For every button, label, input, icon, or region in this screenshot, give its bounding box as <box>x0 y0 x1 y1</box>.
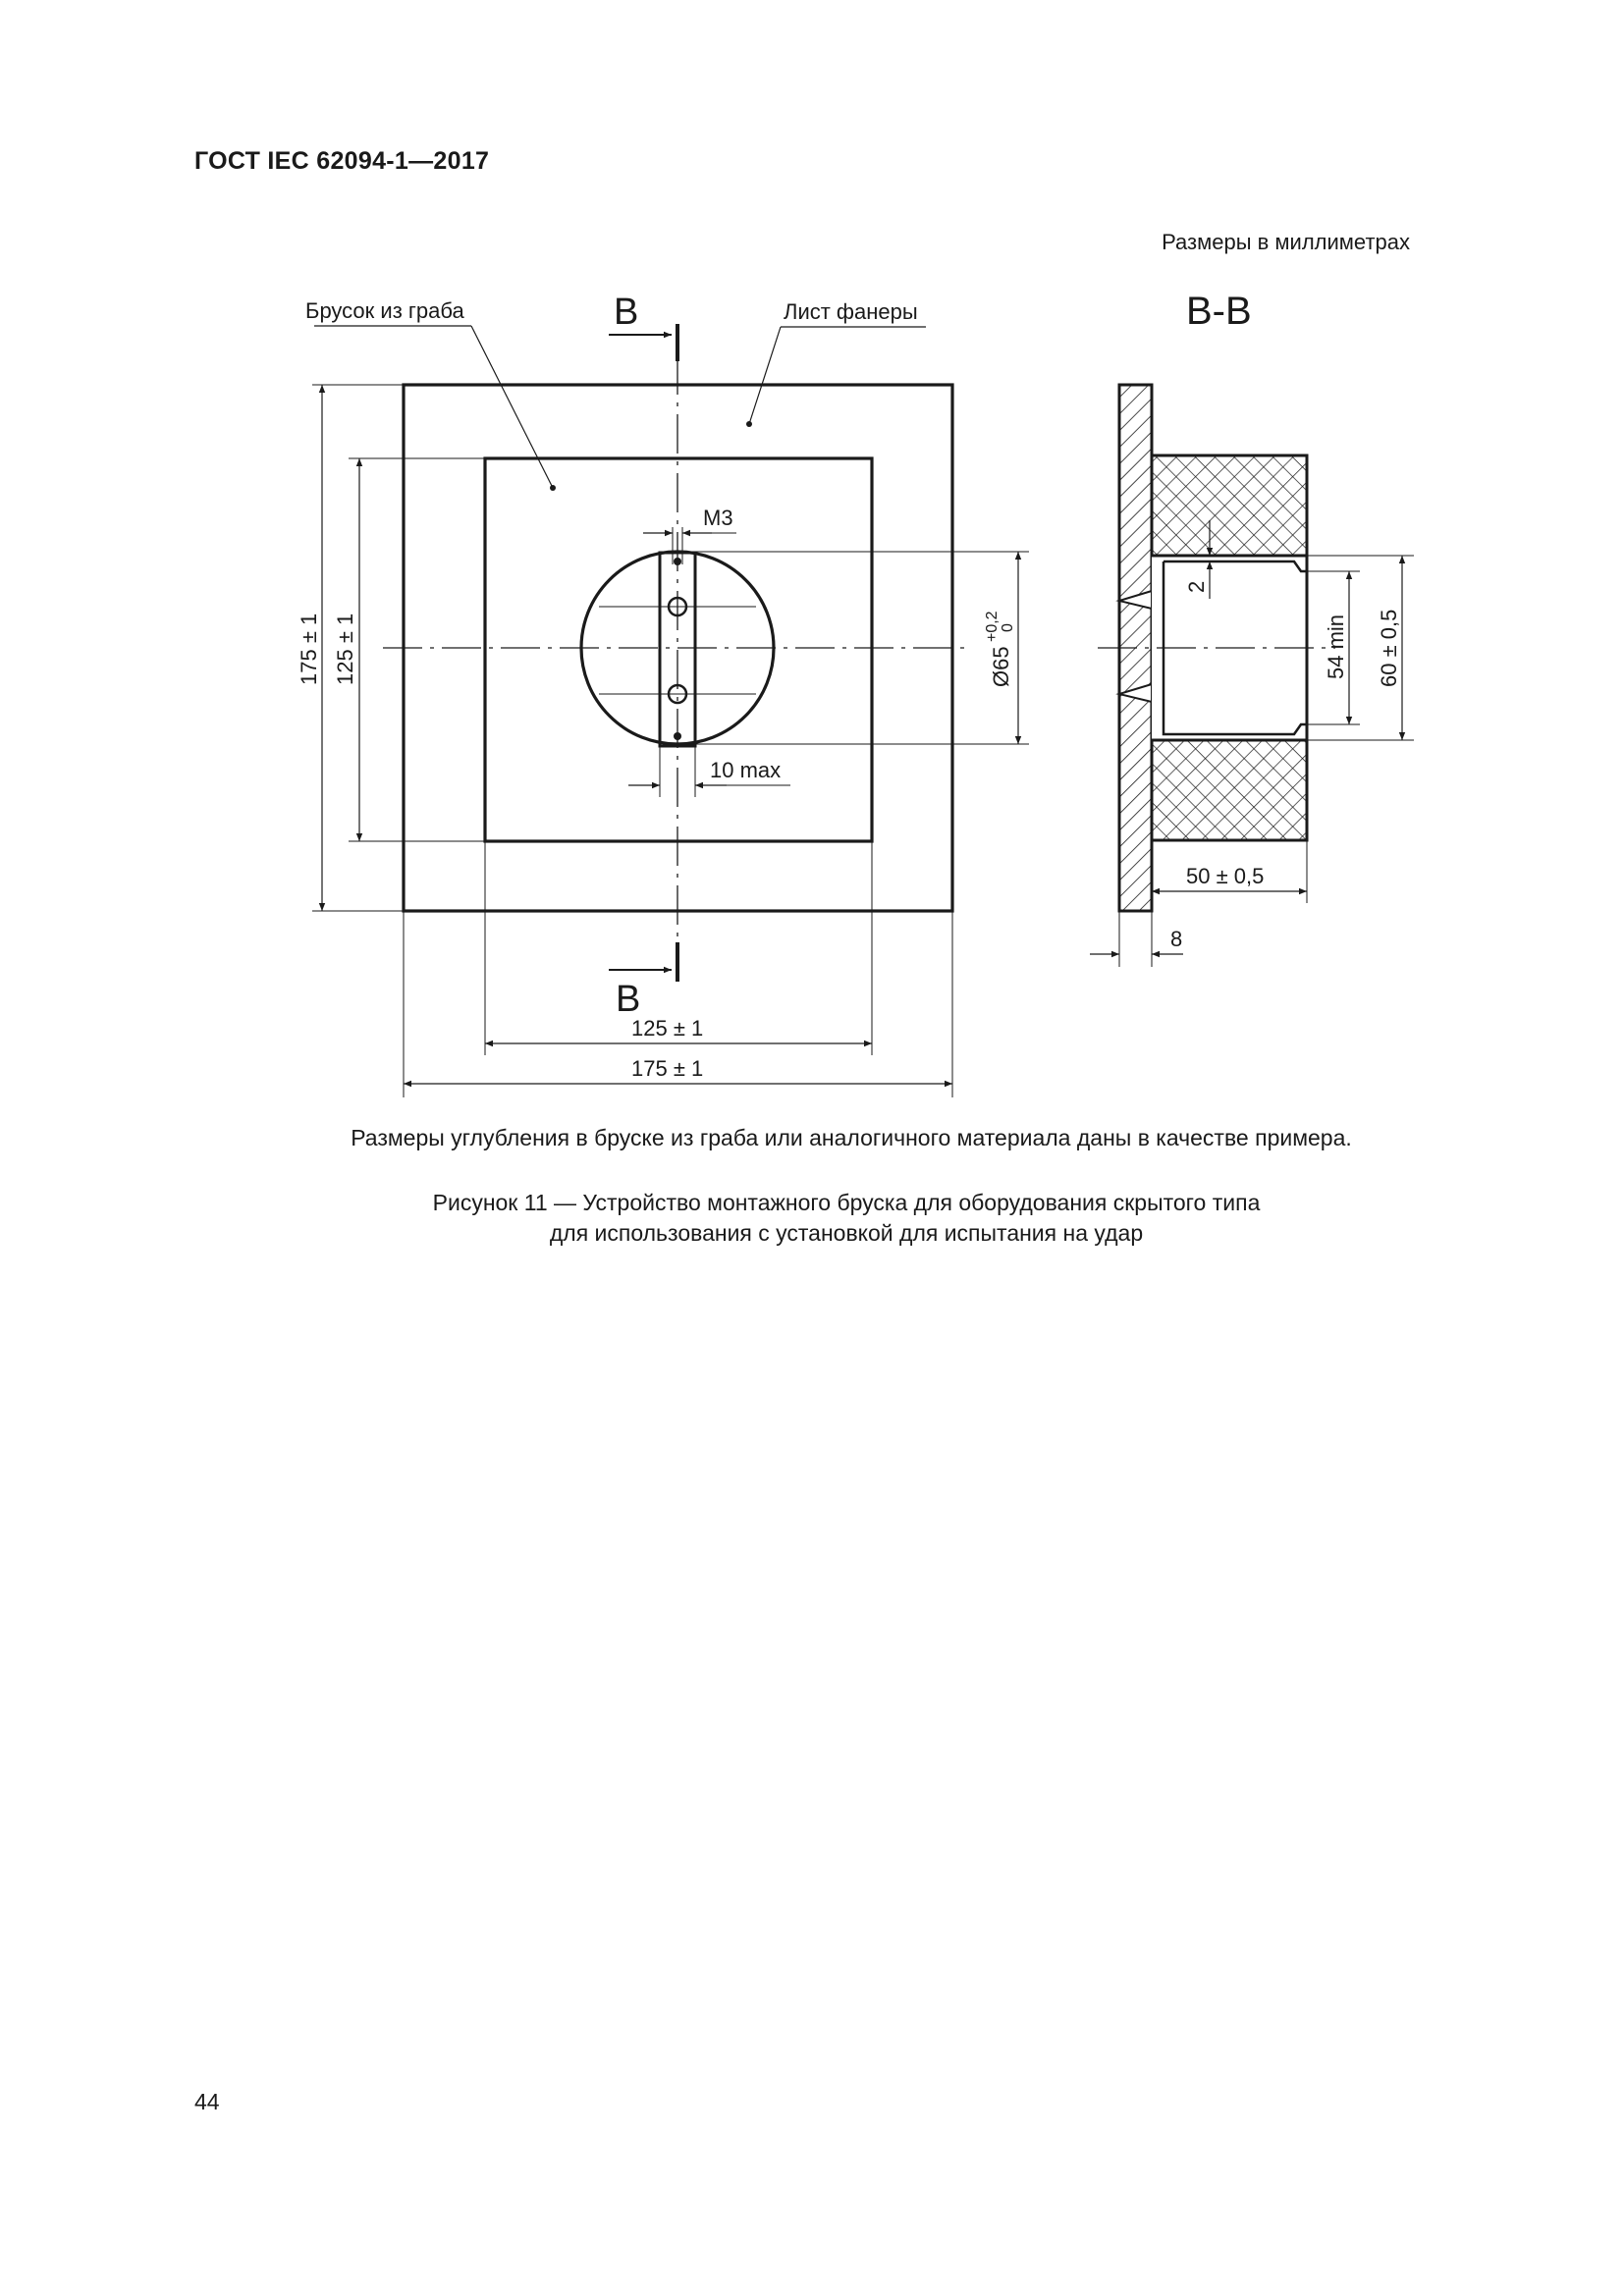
dim-54min: 54 min <box>1324 614 1348 679</box>
technical-drawing <box>0 0 1624 1129</box>
figure-caption <box>0 1188 1624 1249</box>
dim-175-horizontal: 175 ± 1 <box>631 1056 704 1081</box>
page-number: 44 <box>194 2089 220 2114</box>
section-block-lower <box>1152 740 1307 840</box>
units-note: Размеры в миллиметрах <box>1162 230 1410 254</box>
dim-diameter-lower: 0 <box>1000 623 1016 632</box>
dim-2: 2 <box>1184 580 1209 593</box>
dim-m3: М3 <box>703 506 733 530</box>
section-mark-top: В <box>614 292 639 333</box>
dim-diameter-upper: +0,2 <box>984 611 1001 642</box>
dim-125-vertical: 125 ± 1 <box>333 613 357 685</box>
section-mark-bottom: В <box>616 979 641 1020</box>
caption-line-2: для использования с установкой для испытания на удар <box>549 1220 1144 1246</box>
figure-note: Размеры углубления в бруске из граба или аналогичного материала даны в качестве примера. <box>351 1125 1352 1150</box>
hornbeam-block <box>485 458 872 841</box>
section-block-upper <box>1152 455 1307 556</box>
dim-175-vertical: 175 ± 1 <box>297 613 321 685</box>
label-plywood: Лист фанеры <box>784 299 918 324</box>
section-title: В-В <box>1186 290 1252 333</box>
dim-60: 60 ± 0,5 <box>1377 609 1401 687</box>
document-header: ГОСТ IEC 62094-1—2017 <box>194 147 490 175</box>
caption-line-1: Рисунок 11 — Устройство монтажного бруска для оборудования скрытого типа <box>432 1190 1261 1215</box>
label-hornbeam-block: Брусок из граба <box>305 298 464 323</box>
dim-10max: 10 max <box>710 758 782 782</box>
dim-125-horizontal: 125 ± 1 <box>631 1016 704 1041</box>
dim-diameter: Ø65 <box>989 646 1013 687</box>
dim-50: 50 ± 0,5 <box>1186 864 1265 888</box>
dim-8: 8 <box>1170 927 1183 951</box>
